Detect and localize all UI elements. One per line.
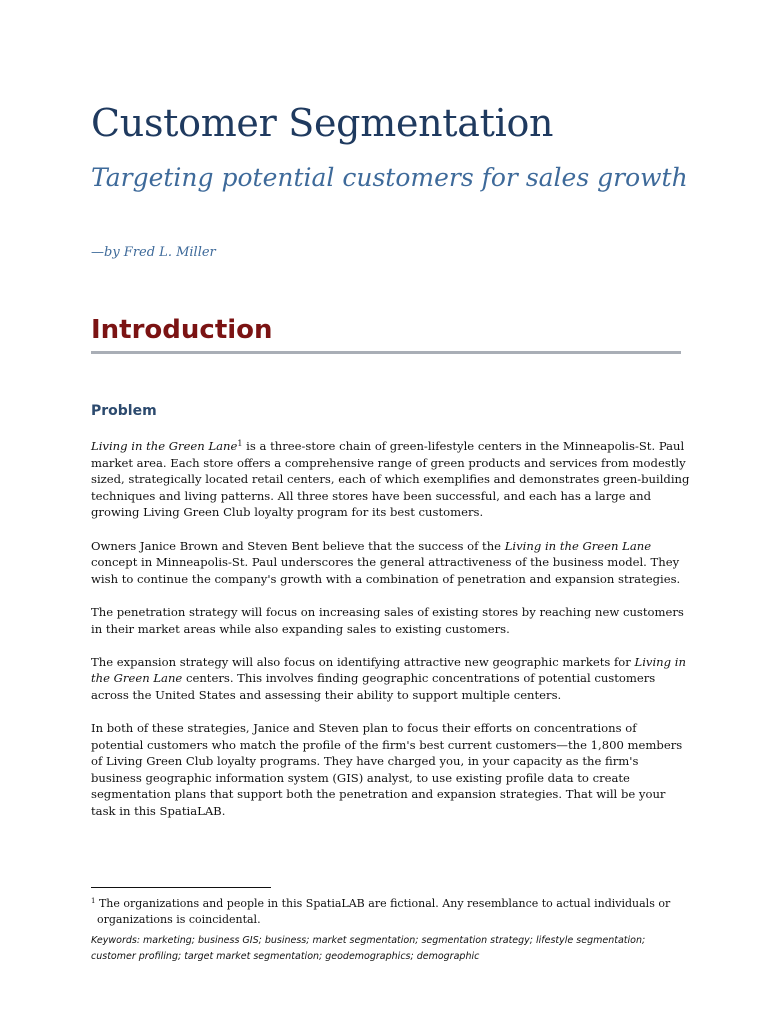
footnote-text: The organizations and people in this SpatiaLAB are fictional. Any resemblance to actual individuals or — [95, 897, 671, 910]
document-title: Customer Segmentation — [91, 101, 554, 145]
company-name: Living in the Green Lane — [504, 538, 652, 553]
paragraph-1 — [91, 438, 691, 521]
footnote-line-1 — [91, 896, 691, 912]
company-name: Living in the Green Lane — [91, 654, 686, 686]
paragraph-4-text-start: The expansion strategy will also focus on identifying attractive new geographic markets for — [91, 654, 635, 669]
paragraph-4-text-end: centers. This involves finding geographic concentrations of potential customers across the United States and assessing their ability to support multiple centers. — [91, 671, 656, 702]
paragraph-2-text-end: concept in Minneapolis-St. Paul underscores the general attractiveness of the business model. They wish to continue the company's growth with a combination of penetration and expansion strategies. — [91, 555, 681, 586]
company-name: Living in the Green Lane — [91, 439, 238, 453]
paragraph-5: In both of these strategies, Janice and Steven plan to focus their efforts on concentrations of potential customers who match the profile of the firm's best current customers—the 1,800 members of Living Green Club loyalty programs. They have charged you, in your capacity as the firm's business geographic information system (GIS) analyst, to use existing profile data to create segmentation plans that support both the penetration and expansion strategies. That will be your task in this SpatiaLAB. — [91, 721, 683, 819]
paragraph-4 — [91, 654, 691, 704]
subsection-heading-problem: Problem — [91, 403, 157, 419]
body-text — [91, 438, 691, 836]
footnote-separator — [91, 887, 271, 888]
paragraph-3: The penetration strategy will focus on increasing sales of existing stores by reaching new customers in their market areas while also expanding sales to existing customers. — [91, 604, 684, 636]
footnote-line-2: organizations is coincidental. — [97, 913, 261, 926]
section-divider — [91, 351, 681, 354]
section-heading-introduction: Introduction — [91, 315, 273, 345]
author-byline: —by Fred L. Miller — [91, 245, 216, 260]
paragraph-2-text-start: Owners Janice Brown and Steven Bent believe that the success of the — [91, 538, 505, 553]
footnote-reference[interactable]: 1 — [237, 439, 243, 448]
document-subtitle: Targeting potential customers for sales growth — [91, 163, 688, 192]
footnote-mark: 1 — [91, 897, 96, 905]
paragraph-2 — [91, 538, 691, 588]
paragraph-1-text: is a three-store chain of green-lifestyle centers in the Minneapolis-St. Paul market area. Each store offers a comprehensive range of green products and services from modestly sized, strategically located retail centers, each of which exemplifies and demonstrates green-building techniques and living patterns. All three stores have been successful, and each has a large and growing Living Green Club loyalty program for its best customers. — [91, 439, 690, 520]
keywords: Keywords: marketing; business GIS; business; market segmentation; segmentation strategy; lifestyle segmentation; customer profiling; target market segmentation; geodemographics; demographic — [91, 935, 646, 962]
footnote — [91, 896, 691, 928]
